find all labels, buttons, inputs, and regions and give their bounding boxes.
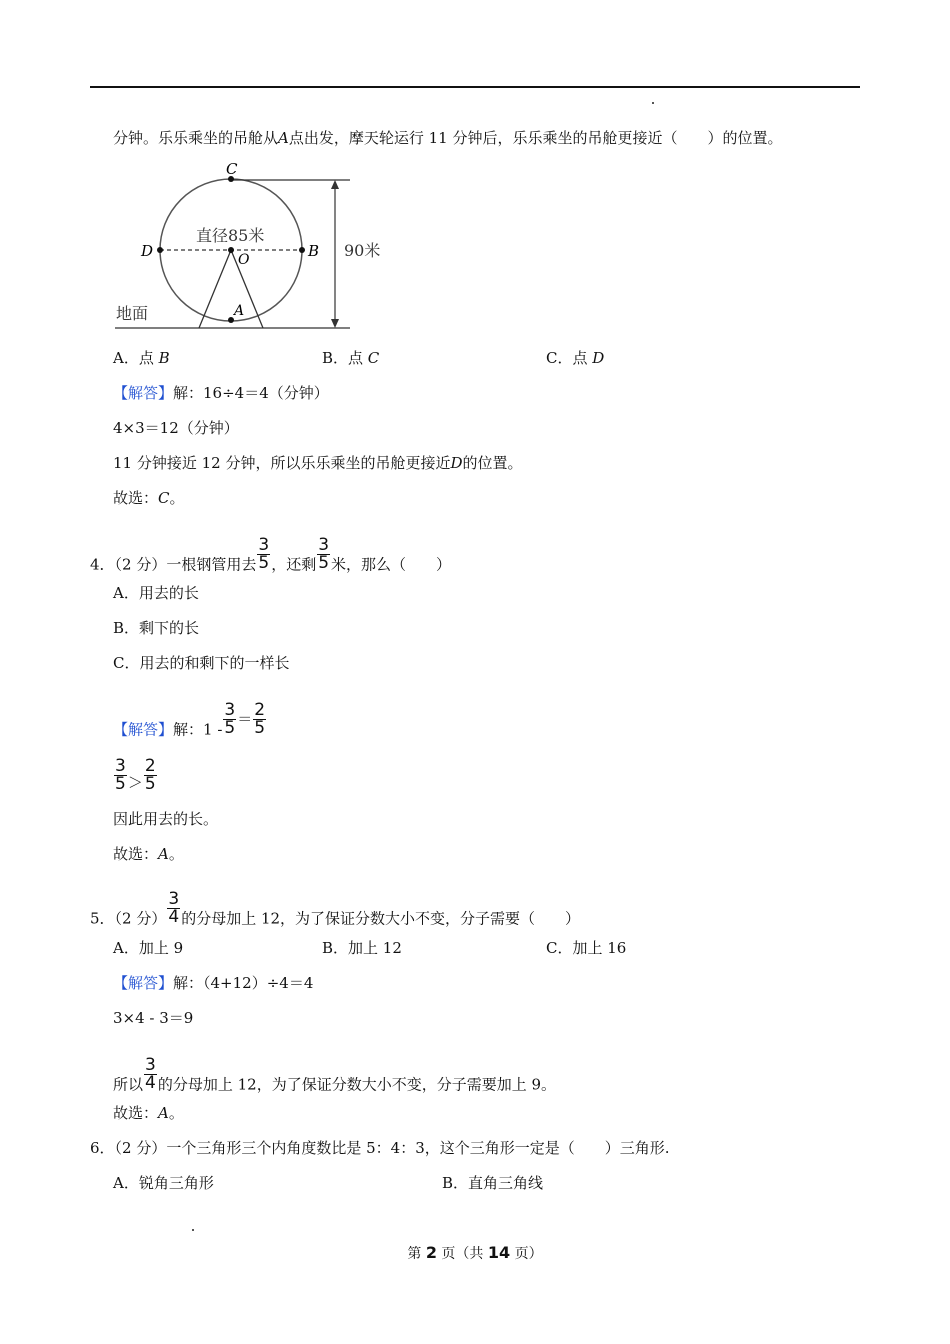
label-O: O <box>238 252 250 268</box>
q5-option-a: A．加上 9 <box>113 939 184 957</box>
q4-solution-2: $\frac{3}{5}$ ＞ $\frac{2}{5}$ <box>115 756 156 794</box>
q3-solution-3: 11 分钟接近 12 分钟，所以乐乐乘坐的吊舱更接近D的位置。 <box>113 454 523 472</box>
fraction: $\frac{3}{5}$ <box>318 535 330 573</box>
q3-option-c: C．点 D <box>546 349 605 367</box>
fraction: $\frac{3}{4}$ <box>168 889 180 927</box>
label-C: C <box>226 160 238 178</box>
q4-stem: 4．（2 分）一根钢管用去 $\frac{3}{5}$ ，还剩 $\frac{3}{5}$ 米，那么（ ） <box>90 535 452 574</box>
q5-solution-2: 3×4 - 3＝9 <box>113 1009 194 1027</box>
q5-solution-3: 所以 $\frac{3}{4}$ 的分母加上 12，为了保证分数大小不变，分子需要加上 9。 <box>113 1055 557 1094</box>
label-A: A <box>234 303 245 319</box>
q3-choice: 故选：C。 <box>113 489 185 507</box>
fraction: $\frac{3}{5}$ <box>115 756 126 794</box>
header-rule <box>90 86 860 88</box>
q3-continuation: 分钟。乐乐乘坐的吊舱从A点出发，摩天轮运行 11 分钟后，乐乐乘坐的吊舱更接近（ ）的位置。 <box>113 129 783 147</box>
label-B: B <box>308 242 320 260</box>
answer-tag: 【解答】 <box>113 384 174 402</box>
arrow-head-top <box>331 180 339 189</box>
speck <box>192 1229 194 1231</box>
q3-option-b: B．点 C <box>322 349 380 367</box>
point-B <box>299 247 305 253</box>
q4-option-a: A．用去的长 <box>113 584 199 602</box>
q3-option-a: A．点 B <box>113 349 170 367</box>
ferris-wheel-figure <box>110 158 400 338</box>
arrow-head-bottom <box>331 319 339 328</box>
q5-stem: 5．（2 分） $\frac{3}{4}$ 的分母加上 12，为了保证分数大小不变，分子需要（ ） <box>90 889 581 928</box>
q3-solution-2: 4×3＝12（分钟） <box>113 419 239 437</box>
fraction: $\frac{2}{5}$ <box>254 700 266 738</box>
point-D <box>157 247 163 253</box>
label-D: D <box>141 242 154 260</box>
q5-option-c: C．加上 16 <box>546 939 627 957</box>
answer-tag: 【解答】 <box>113 974 174 992</box>
current-page: 2 <box>425 1243 437 1262</box>
fraction: $\frac{3}{5}$ <box>224 700 236 738</box>
q5-solution-1: 【解答】解：（4+12）÷4＝4 <box>113 974 314 992</box>
q3-solution-1: 【解答】解：16÷4＝4（分钟） <box>113 384 329 402</box>
speck <box>652 102 654 104</box>
fraction: $\frac{3}{5}$ <box>258 535 270 573</box>
answer-tag: 【解答】 <box>113 720 174 739</box>
fraction: $\frac{3}{4}$ <box>145 1055 156 1093</box>
q4-solution-1: 【解答】解：1 - $\frac{3}{5}$ ＝ $\frac{2}{5}$ <box>113 700 266 739</box>
page-footer: 第 2 页（共 14 页） <box>407 1243 543 1262</box>
fraction: $\frac{2}{5}$ <box>144 756 156 794</box>
diameter-label: 直径85米 <box>196 226 265 245</box>
q4-choice: 故选：A。 <box>113 845 184 863</box>
q4-conclusion: 因此用去的长。 <box>113 810 219 828</box>
q5-option-b: B．加上 12 <box>322 939 402 957</box>
ground-label: 地面 <box>116 304 149 323</box>
total-pages: 14 <box>487 1243 511 1262</box>
q5-choice: 故选：A。 <box>113 1104 184 1122</box>
q6-option-b: B．直角三角线 <box>442 1174 544 1192</box>
point-O <box>228 247 234 253</box>
q4-option-b: B．剩下的长 <box>113 619 200 637</box>
support-left <box>199 250 231 328</box>
height-label: 90米 <box>344 241 381 260</box>
q4-option-c: C．用去的和剩下的一样长 <box>113 654 290 672</box>
q6-option-a: A．锐角三角形 <box>113 1174 214 1192</box>
q6-stem: 6．（2 分）一个三角形三个内角度数比是 5：4：3，这个三角形一定是（ ）三角形. <box>90 1139 670 1157</box>
